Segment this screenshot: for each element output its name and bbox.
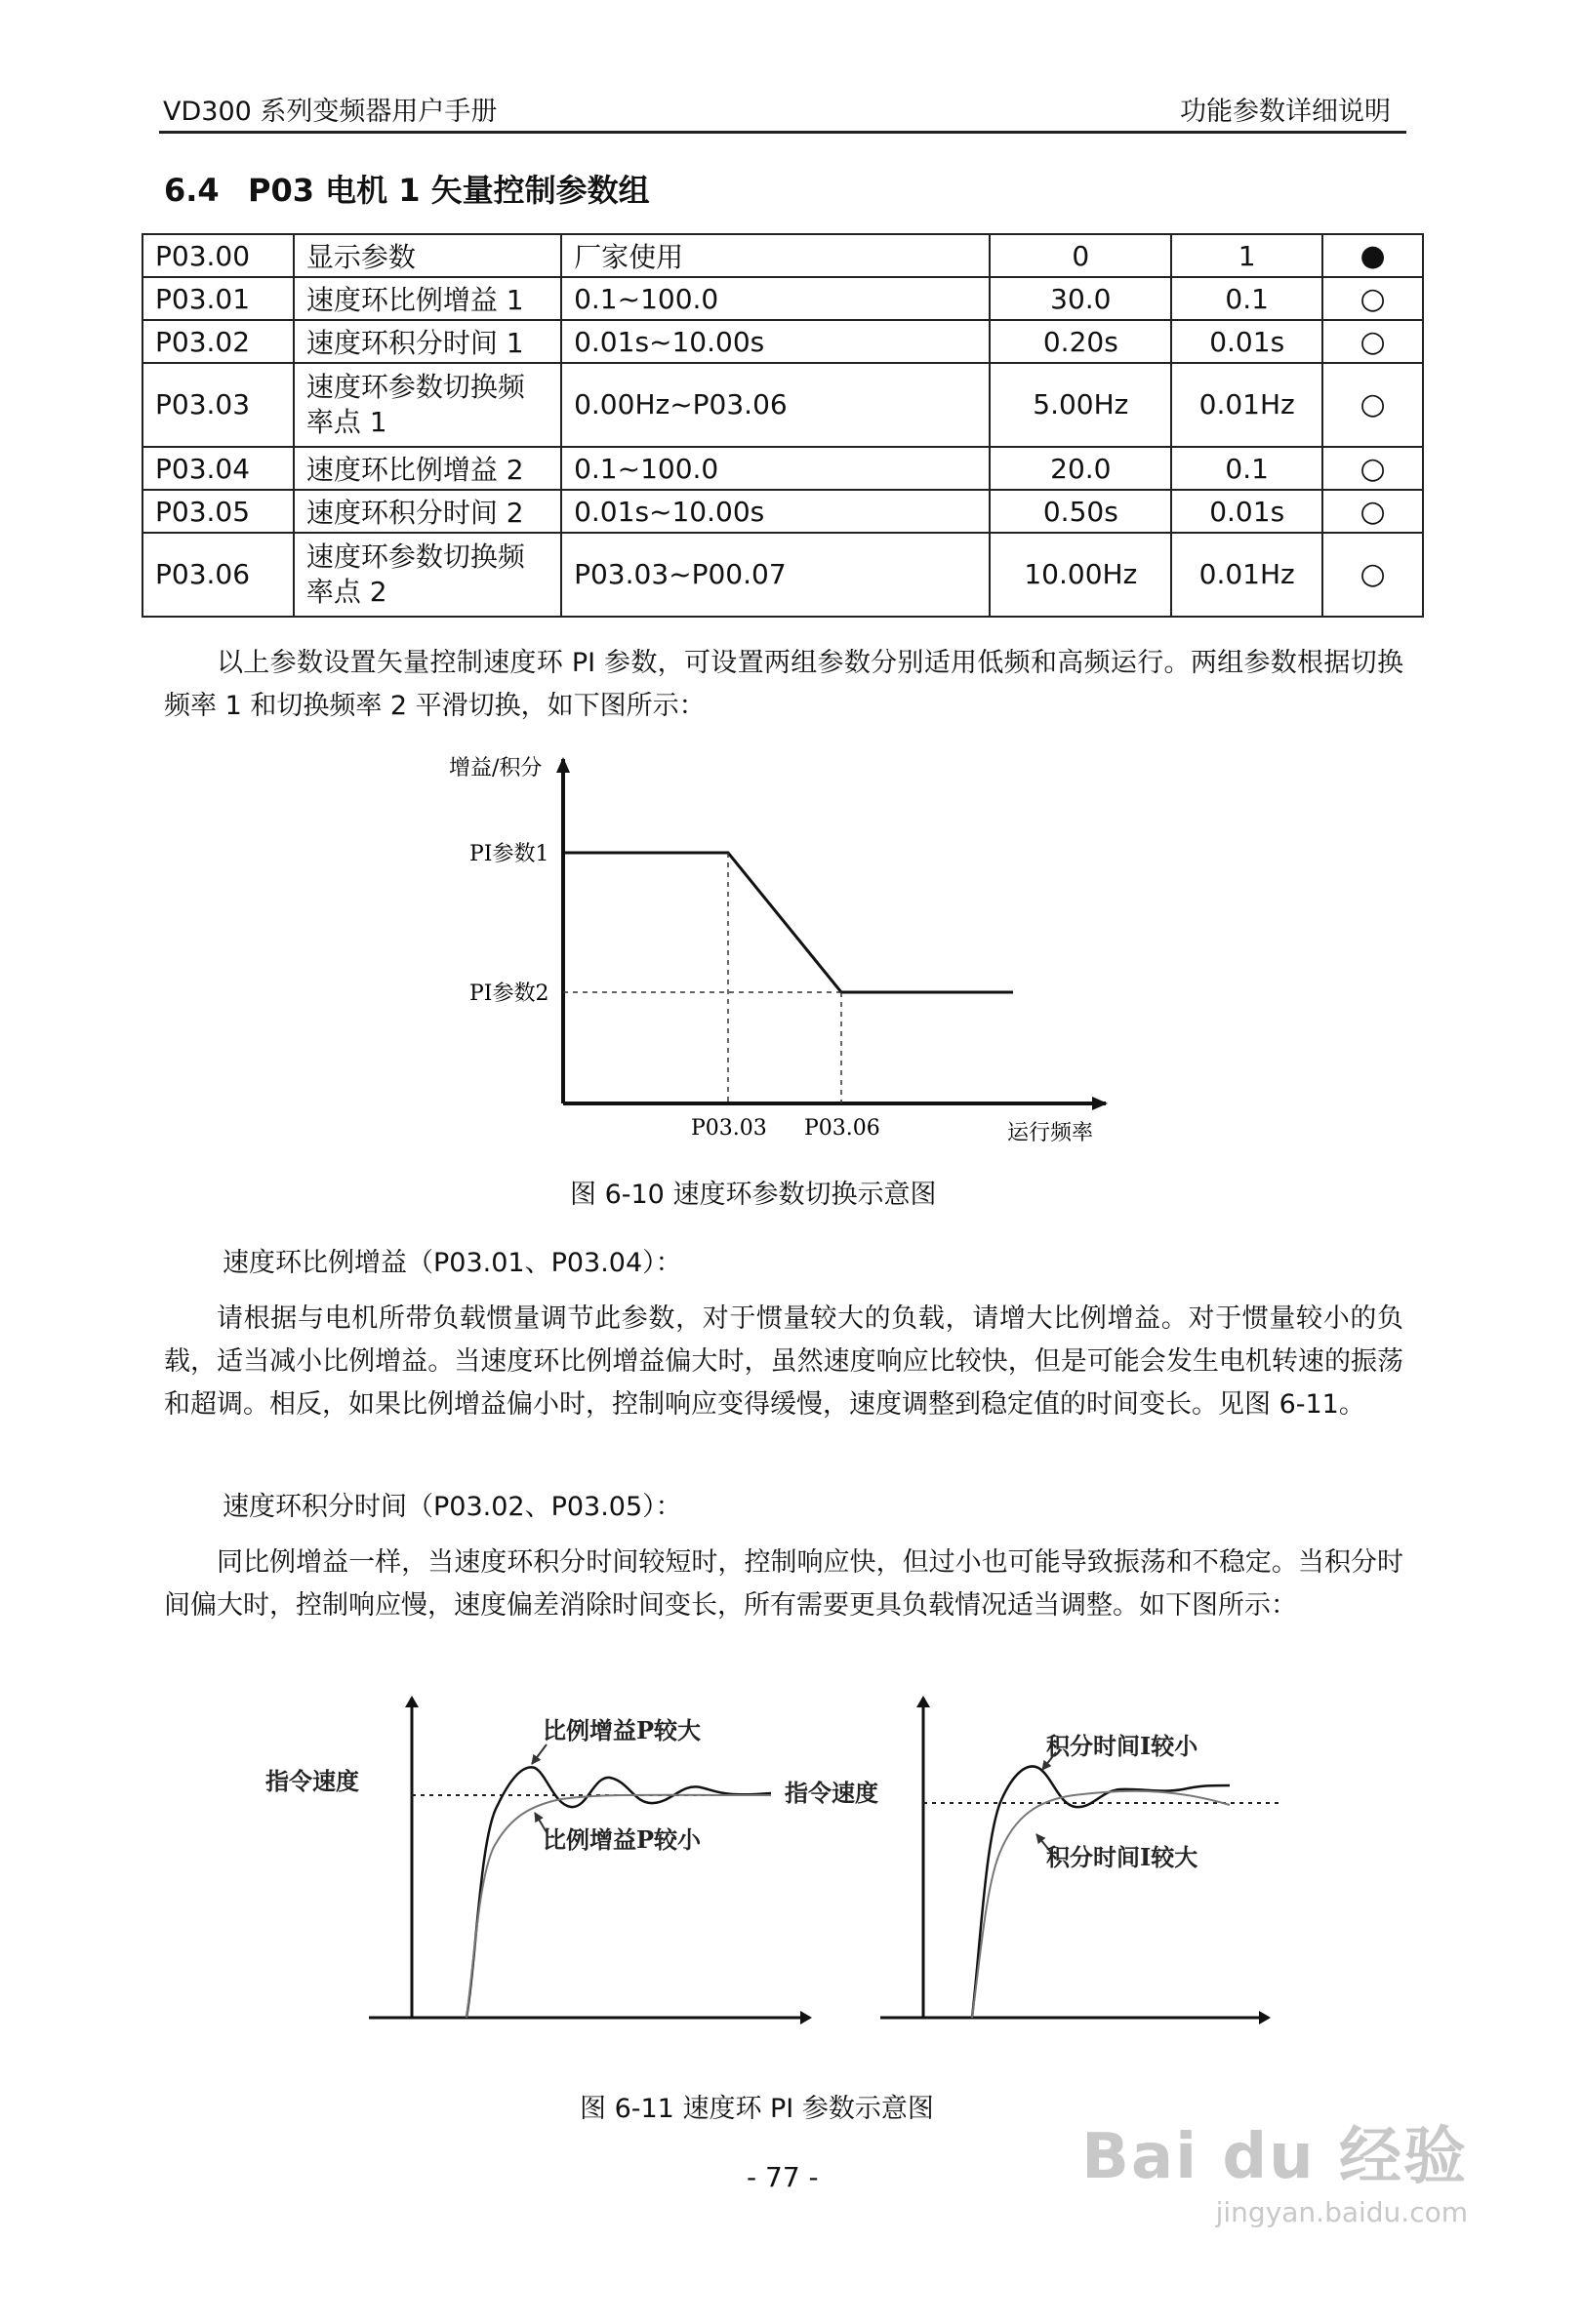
- fig-6-10-caption: 图 6-10 速度环参数切换示意图: [570, 1180, 937, 1210]
- param-range: 0.1~100.0: [561, 277, 990, 320]
- right-i-small-label: 积分时间I较小: [1046, 1732, 1198, 1760]
- param-range: 0.1~100.0: [561, 447, 990, 490]
- param-code: P03.03: [142, 363, 294, 447]
- param-default: 20.0: [990, 447, 1171, 490]
- param-name-line1: 速度环参数切换频: [305, 541, 525, 573]
- param-attr-mark: ○: [1322, 533, 1423, 617]
- param-range: P03.03~P00.07: [561, 533, 990, 617]
- param-code: P03.06: [142, 533, 294, 617]
- param-name: 速度环比例增益 2: [294, 447, 561, 490]
- param-unit: 0.01Hz: [1171, 363, 1322, 447]
- p-gain-heading: 速度环比例增益（P03.01、P03.04）：: [223, 1248, 682, 1278]
- param-default: 0.20s: [990, 320, 1171, 363]
- param-code: P03.04: [142, 447, 294, 490]
- watermark: [1081, 2106, 1468, 2228]
- param-default: 10.00Hz: [990, 533, 1171, 617]
- param-attr-mark: ○: [1322, 490, 1423, 533]
- page-number: - 77 -: [747, 2161, 819, 2193]
- param-default: 0: [990, 234, 1171, 277]
- p-gain-paragraph: 请根据与电机所带负载惯量调节此参数，对于惯量较大的负载，请增大比例增益。对于惯量较小的负载，适当减小比例增益。当速度环比例增益偏大时，虽然速度响应比较快，但是可能会发生电机转速的振荡和超调。相反，如果比例增益偏小时，控制响应变得缓慢，速度调整到稳定值的时间变长。见图 6-11。: [164, 1303, 1403, 1420]
- param-attr-mark: ○: [1322, 447, 1423, 490]
- param-unit: 0.01s: [1171, 320, 1322, 363]
- param-range: 厂家使用: [561, 234, 990, 277]
- param-range: 0.00Hz~P03.06: [561, 363, 990, 447]
- param-unit: 0.01s: [1171, 490, 1322, 533]
- x-axis-label: 运行频率: [1007, 1121, 1094, 1145]
- param-default: 5.00Hz: [990, 363, 1171, 447]
- param-code: P03.02: [142, 320, 294, 363]
- param-name: 速度环积分时间 1: [294, 320, 561, 363]
- left-arrow-big: [532, 1744, 547, 1764]
- param-name-line2: 率点 2: [305, 576, 387, 608]
- pi2-label: PI参数2: [469, 982, 549, 1006]
- i-time-heading: 速度环积分时间（P03.02、P03.05）：: [223, 1492, 682, 1522]
- left-curve-p-large: [467, 1767, 771, 2018]
- y-axis-label: 增益/积分: [449, 756, 543, 781]
- left-cmd-label: 指令速度: [265, 1767, 359, 1795]
- right-cmd-label: 指令速度: [785, 1779, 878, 1807]
- section-number: 6.4: [164, 172, 220, 209]
- param-range: 0.01s~10.00s: [561, 490, 990, 533]
- param-code: P03.00: [142, 234, 294, 277]
- param-range: 0.01s~10.00s: [561, 320, 990, 363]
- i-time-paragraph: 同比例增益一样，当速度环积分时间较短时，控制响应快，但过小也可能导致振荡和不稳定。当积分时间偏大时，控制响应慢，速度偏差消除时间变长，所有需要更具负载情况适当调整。如下图所示：: [164, 1547, 1403, 1621]
- param-name: 速度环积分时间 2: [294, 490, 561, 533]
- param-code: P03.05: [142, 490, 294, 533]
- param-unit: 0.01Hz: [1171, 533, 1322, 617]
- param-name: 速度环比例增益 1: [294, 277, 561, 320]
- pi1-label: PI参数1: [469, 842, 549, 866]
- manual-title: VD300 系列变频器用户手册: [163, 97, 498, 127]
- right-i-large-label: 积分时间I较大: [1046, 1843, 1198, 1871]
- param-unit: 0.1: [1171, 447, 1322, 490]
- left-p-large-label: 比例增益P较大: [543, 1716, 702, 1744]
- param-attr-mark: ○: [1322, 277, 1423, 320]
- param-default: 0.50s: [990, 490, 1171, 533]
- param-unit: 1: [1171, 234, 1322, 277]
- x-tick-p0306: P03.06: [804, 1116, 880, 1141]
- param-name-line1: 速度环参数切换频: [305, 371, 525, 403]
- fig-6-11-caption: 图 6-11 速度环 PI 参数示意图: [580, 2094, 934, 2124]
- param-name-line2: 率点 1: [305, 406, 387, 438]
- watermark-logo: Bai du 经验: [1081, 2121, 1468, 2193]
- param-attr-mark: ○: [1322, 363, 1423, 447]
- param-name: 显示参数: [294, 234, 561, 277]
- chapter-title: 功能参数详细说明: [1180, 97, 1391, 127]
- param-attr-mark: ●: [1322, 234, 1423, 277]
- watermark-url: jingyan.baidu.com: [1215, 2196, 1468, 2228]
- section-heading: P03 电机 1 矢量控制参数组: [248, 172, 650, 209]
- param-code: P03.01: [142, 277, 294, 320]
- param-unit: 0.1: [1171, 277, 1322, 320]
- x-tick-p0303: P03.03: [691, 1116, 767, 1141]
- right-curve-i-small: [972, 1766, 1230, 2018]
- left-p-small-label: 比例增益P较小: [543, 1825, 702, 1854]
- intro-paragraph: 以上参数设置矢量控制速度环 PI 参数，可设置两组参数分别适用低频和高频运行。两组参数根据切换频率 1 和切换频率 2 平滑切换，如下图所示：: [164, 648, 1403, 721]
- param-default: 30.0: [990, 277, 1171, 320]
- param-attr-mark: ○: [1322, 320, 1423, 363]
- right-curve-i-large: [972, 1791, 1230, 2018]
